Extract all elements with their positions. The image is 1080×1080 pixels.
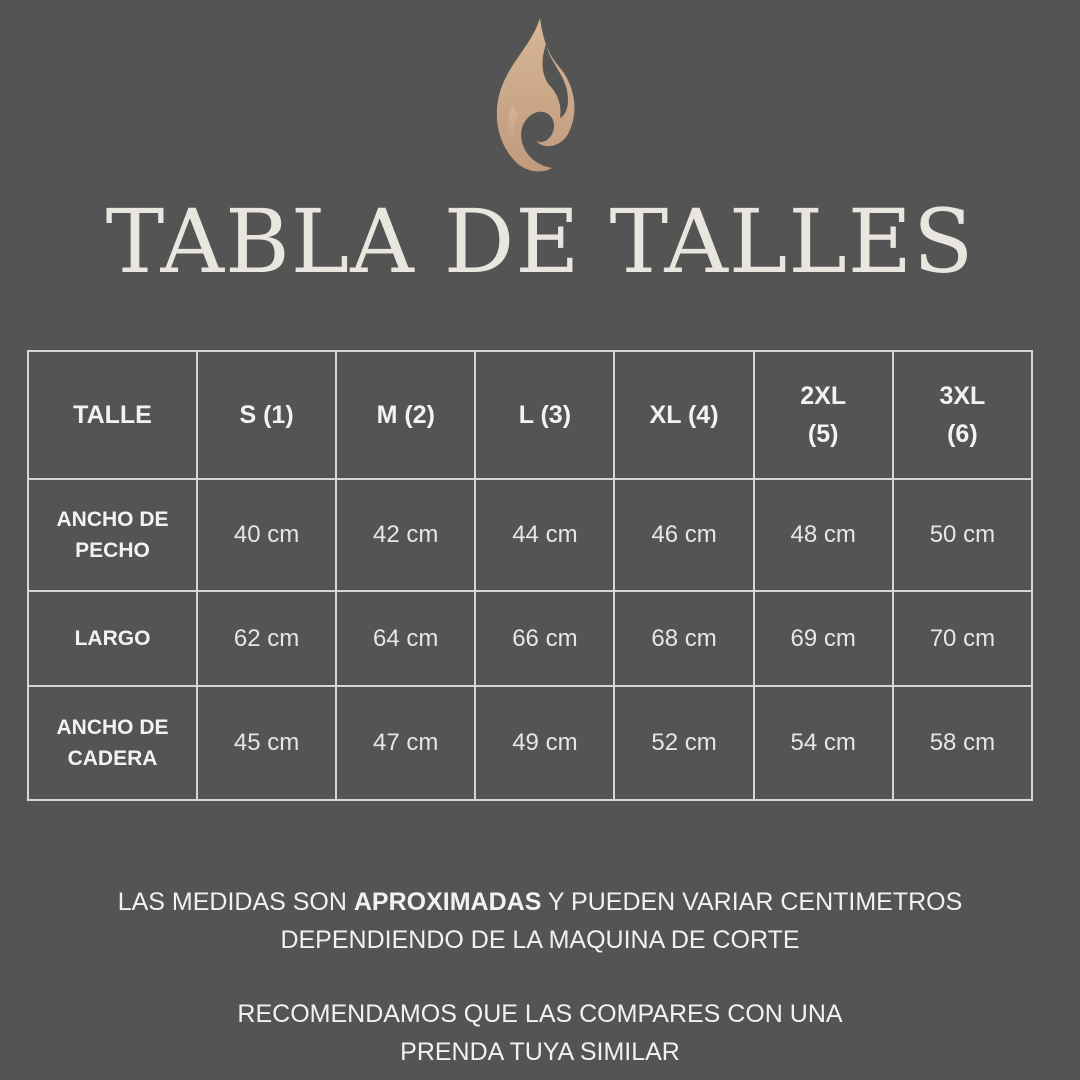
header-cell-talle: TALLE [28, 351, 197, 479]
row-label: ANCHO DE CADERA [28, 686, 197, 800]
table-cell: 66 cm [475, 591, 614, 686]
note-line: RECOMENDAMOS QUE LAS COMPARES CON UNA [237, 1000, 843, 1028]
table-cell: 64 cm [336, 591, 475, 686]
table-cell: 58 cm [893, 686, 1032, 800]
table-row [28, 479, 1032, 592]
row-label: ANCHO DE PECHO [28, 479, 197, 592]
table-header-row [28, 351, 1032, 479]
table-cell: 69 cm [754, 591, 893, 686]
table-cell: 70 cm [893, 591, 1032, 686]
table-cell: 46 cm [614, 479, 753, 592]
header-cell-size: M (2) [336, 351, 475, 479]
table-cell: 47 cm [336, 686, 475, 800]
table-cell: 68 cm [614, 591, 753, 686]
table-cell: 48 cm [754, 479, 893, 592]
row-label: LARGO [28, 591, 197, 686]
table-row [28, 591, 1032, 686]
header-cell-size: XL (4) [614, 351, 753, 479]
header-cell-size: L (3) [475, 351, 614, 479]
table-cell: 52 cm [614, 686, 753, 800]
header-cell-size: 3XL (6) [893, 351, 1032, 479]
note-line: DEPENDIENDO DE LA MAQUINA DE CORTE [280, 926, 800, 954]
size-chart-table [27, 350, 1033, 801]
table-cell: 42 cm [336, 479, 475, 592]
table-cell: 50 cm [893, 479, 1032, 592]
table-cell: 40 cm [197, 479, 336, 592]
note-line: PRENDA TUYA SIMILAR [400, 1038, 680, 1066]
header-cell-size: S (1) [197, 351, 336, 479]
table-cell: 45 cm [197, 686, 336, 800]
table-row [28, 686, 1032, 800]
header-cell-size: 2XL (5) [754, 351, 893, 479]
page-title: TABLA DE TALLES [105, 190, 975, 293]
note-emphasis: APROXIMADAS [353, 888, 542, 916]
table-cell: 62 cm [197, 591, 336, 686]
notes [0, 883, 1080, 1071]
note-line: LAS MEDIDAS SON APROXIMADAS Y PUEDEN VARIAR CENTIMETROS [117, 888, 963, 916]
table-cell: 44 cm [475, 479, 614, 592]
table-cell: 49 cm [475, 686, 614, 800]
flame-logo-icon [488, 14, 580, 174]
table-cell: 54 cm [754, 686, 893, 800]
